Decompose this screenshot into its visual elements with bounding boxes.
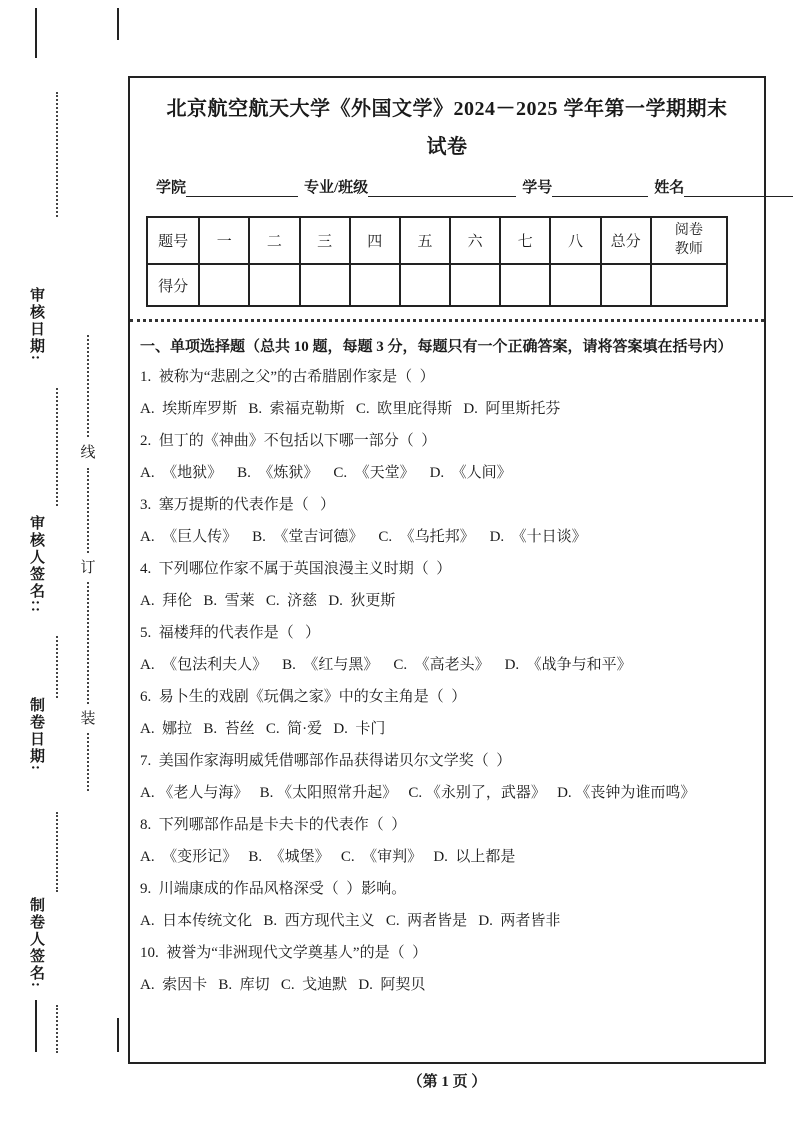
page-footer: （第 1 页 ） [407, 1074, 487, 1090]
binding-dotted-rule [87, 468, 89, 553]
question-stem: 4. 下列哪位作家不属于英国浪漫主义时期（ ） [140, 561, 452, 577]
margin-label-maker-signature: 制卷人签名: [28, 897, 44, 989]
question-stem: 8. 下列哪部作品是卡夫卡的代表作（ ） [140, 817, 407, 833]
question-8 [140, 809, 754, 873]
question-stem: 1. 被称为“悲剧之父”的古希腊剧作家是（ ） [140, 369, 435, 385]
score-col-header-grader [651, 217, 727, 264]
dotted-rule [56, 92, 58, 217]
question-options: A. 日本传统文化 B. 西方现代主义 C. 两者皆是 D. 两者皆非 [140, 913, 561, 929]
student-info-row [140, 176, 754, 202]
margin-rule [117, 1018, 119, 1052]
question-options: A. 《巨人传》 B. 《堂吉诃德》 C. 《乌托邦》 D. 《十日谈》 [140, 529, 587, 545]
margin-label-review-date: 审核日期: [28, 287, 44, 362]
margin-rule [35, 8, 37, 58]
score-table [146, 216, 728, 307]
question-options: A. 《地狱》 B. 《炼狱》 C. 《天堂》 D. 《人间》 [140, 465, 512, 481]
score-col-header: 一 [199, 217, 249, 264]
student-id-blank-field[interactable] [552, 179, 648, 197]
score-blank-cell[interactable] [500, 264, 550, 306]
score-blank-cell[interactable] [300, 264, 350, 306]
field-label-student-id: 学号 [522, 180, 553, 196]
question-options: A. 《包法利夫人》 B. 《红与黑》 C. 《高老头》 D. 《战争与和平》 [140, 657, 632, 673]
score-blank-cell[interactable] [450, 264, 500, 306]
score-col-header: 六 [450, 217, 500, 264]
major-class-blank-field[interactable] [368, 179, 516, 197]
score-col-header: 八 [550, 217, 600, 264]
score-table-header-row [147, 217, 727, 264]
binding-dotted-rule [87, 733, 89, 791]
question-stem: 2. 但丁的《神曲》不包括以下哪一部分（ ） [140, 433, 437, 449]
score-blank-cell[interactable] [601, 264, 651, 306]
field-label-major-class: 专业/班级 [304, 180, 369, 196]
dotted-rule [56, 636, 58, 698]
question-options: A. 《变形记》 B. 《城堡》 C. 《审判》 D. 以上都是 [140, 849, 516, 865]
binding-char-line: 线 [80, 445, 96, 461]
margin-label-making-date: 制卷日期: [28, 697, 44, 772]
score-table-score-row [147, 264, 727, 306]
score-blank-cell[interactable] [350, 264, 400, 306]
question-6 [140, 681, 754, 745]
question-4 [140, 553, 754, 617]
question-options: A. 索因卡 B. 库切 C. 戈迪默 D. 阿契贝 [140, 977, 426, 993]
question-stem: 9. 川端康成的作品风格深受（ ）影响。 [140, 881, 407, 897]
binding-dotted-rule [87, 335, 89, 437]
score-col-header: 五 [400, 217, 450, 264]
question-3 [140, 489, 754, 553]
binding-char-stitch: 订 [80, 560, 96, 576]
question-7 [140, 745, 754, 809]
question-options: A. 埃斯库罗斯 B. 索福克勒斯 C. 欧里庇得斯 D. 阿里斯托芬 [140, 401, 561, 417]
binding-dotted-rule [87, 582, 89, 704]
exam-title: 北京航空航天大学《外国文学》2024－2025 学年第一学期期末试卷 [166, 98, 728, 158]
question-5 [140, 617, 754, 681]
question-stem: 5. 福楼拜的代表作是（ ） [140, 625, 321, 641]
paper-frame [128, 76, 766, 1064]
question-options: A. 娜拉 B. 苔丝 C. 简·爱 D. 卡门 [140, 721, 386, 737]
question-options: A. 拜伦 B. 雪莱 C. 济慈 D. 狄更斯 [140, 593, 396, 609]
dotted-rule [56, 1005, 58, 1053]
question-options: A. 《老人与海》 B. 《太阳照常升起》 C. 《永别了，武器》 D. 《丧钟为谁而鸣》 [140, 785, 696, 801]
score-blank-cell[interactable] [651, 264, 727, 306]
score-col-header: 二 [249, 217, 299, 264]
binding-char-bind: 装 [80, 711, 96, 727]
score-corner-score-label: 得分 [147, 264, 199, 306]
question-2 [140, 425, 754, 489]
field-label-name: 姓名 [654, 180, 685, 196]
field-label-college: 学院 [156, 180, 187, 196]
score-corner-question-number: 题号 [147, 217, 199, 264]
question-stem: 7. 美国作家海明威凭借哪部作品获得诺贝尔文学奖（ ） [140, 753, 512, 769]
dotted-rule [56, 812, 58, 892]
question-9 [140, 873, 754, 937]
margin-label-reviewer-signature: 审核人签名:: [28, 515, 44, 614]
question-10 [140, 937, 754, 1001]
score-col-header: 四 [350, 217, 400, 264]
college-blank-field[interactable] [186, 179, 298, 197]
dotted-rule [56, 388, 58, 506]
margin-rule [117, 8, 119, 40]
score-blank-cell[interactable] [400, 264, 450, 306]
grader-label-line1: 阅卷 [674, 222, 703, 238]
score-col-header: 七 [500, 217, 550, 264]
section-heading: 一、单项选择题（总共 10 题，每题 3 分，每题只有一个正确答案，请将答案填在括号内） [140, 339, 733, 355]
question-1 [140, 361, 754, 425]
name-blank-field[interactable] [684, 179, 793, 197]
score-blank-cell[interactable] [199, 264, 249, 306]
score-blank-cell[interactable] [550, 264, 600, 306]
score-col-header-total: 总分 [601, 217, 651, 264]
question-stem: 3. 塞万提斯的代表作是（ ） [140, 497, 336, 513]
score-col-header: 三 [300, 217, 350, 264]
question-stem: 6. 易卜生的戏剧《玩偶之家》中的女主角是（ ） [140, 689, 467, 705]
question-stem: 10. 被誉为“非洲现代文学奠基人”的是（ ） [140, 945, 428, 961]
score-blank-cell[interactable] [249, 264, 299, 306]
margin-rule [35, 1000, 37, 1052]
dotted-separator [130, 319, 764, 322]
grader-label-line2: 教师 [674, 241, 703, 257]
